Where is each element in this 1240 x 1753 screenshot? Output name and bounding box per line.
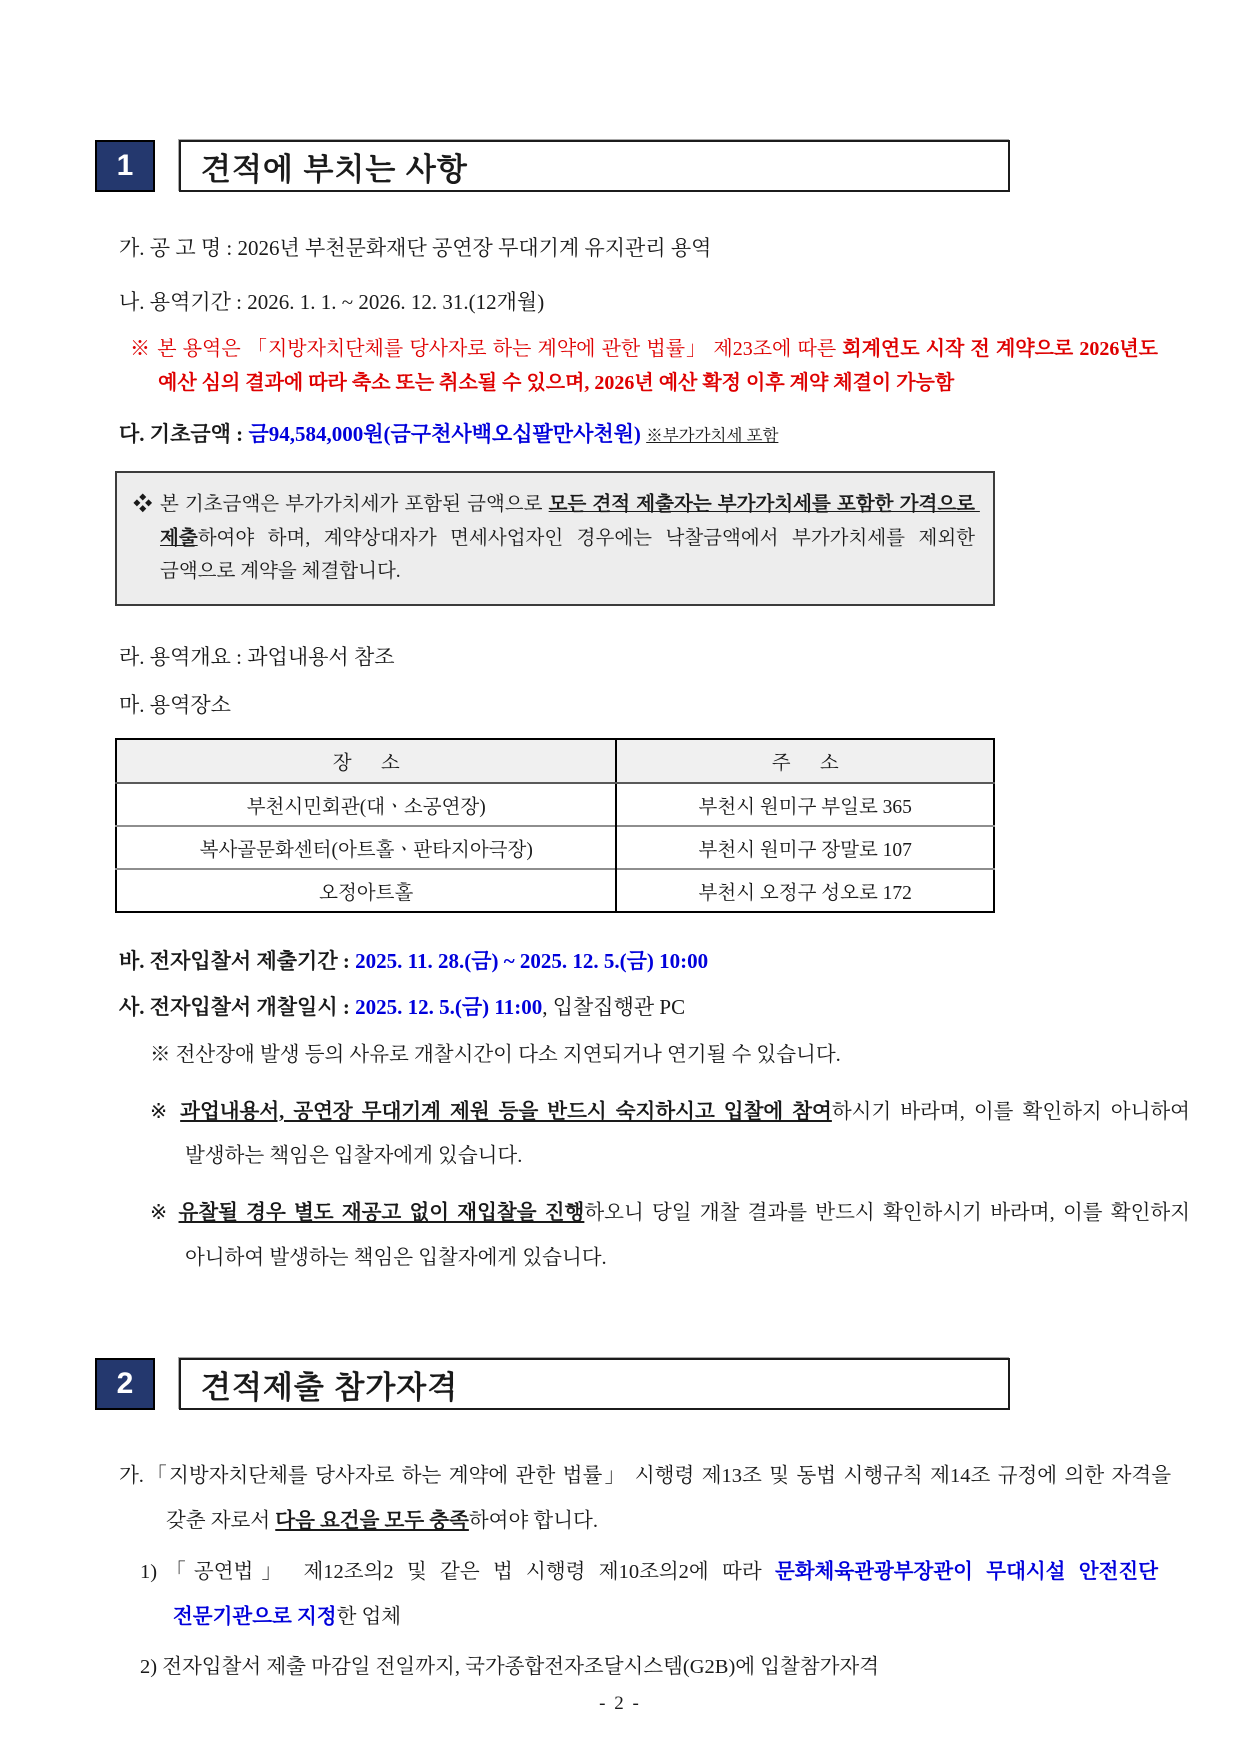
section-1-number-badge: 1: [95, 140, 155, 192]
qualification-item-1-normal: 1)「공연법」 제12조의2 및 같은 법 시행령 제10조의2에 따라: [140, 1560, 775, 1583]
base-amount-label: 다. 기초금액 :: [119, 421, 249, 446]
section-1-header: [95, 140, 1010, 192]
amount-note-emphasis: 모든 견적 제출자는 부가가치세를 포함한 가격으로 제출: [160, 494, 980, 549]
place-cell: 오정아트홀: [116, 869, 616, 912]
place-cell: 부천시민회관(대ㆍ소공연장): [246, 796, 486, 818]
place-cell: 복사골문화센터(아트홀ㆍ판타지아극장): [116, 826, 616, 869]
service-location-item: 마. 용역장소: [119, 692, 231, 717]
location-table: [115, 738, 995, 913]
rebid-note-rest: 하오니 당일 개찰 결과를 반드시 확인하시기 바라며, 이를 확인하지 아니하여 발생하는 책임은 입찰자에게 있습니다.: [185, 1202, 1196, 1269]
amount-note-normal-2: 하여야 하며, 계약상대자가 면세사업자인 경우에는 낙찰금액에서 부가가치세를 제외한 금액으로 계약을 체결합니다.: [160, 527, 980, 583]
bid-opening-suffix: , 입찰집행관 PC: [542, 994, 686, 1019]
table-row: [116, 869, 994, 912]
service-period-item: 나. 용역기간 : 2026. 1. 1. ~ 2026. 12. 31.(12개월): [119, 290, 545, 315]
vat-included-note: ※부가가치세 포함: [646, 425, 779, 445]
bid-submission-value: 2025. 11. 28.(금) ~ 2025. 12. 5.(금) 10:00: [355, 949, 709, 974]
base-amount-value: 금94,584,000원(금구천사백오십팔만사천원): [248, 421, 647, 446]
location-table-header-row: [116, 739, 994, 783]
page-number: - 2 -: [599, 1693, 641, 1714]
service-overview-item: 라. 용역개요 : 과업내용서 참조: [119, 644, 395, 669]
qualification-intro-normal: 가.「지방자치단체를 당사자로 하는 계약에 관한 법률」 시행령 제13조 및 동법 시행규칙 제14조 규정에 의한 자격을 갖춘 자로서: [119, 1465, 1177, 1533]
section-2-number-badge: 2: [95, 1358, 155, 1410]
task-sheet-note-rest: 하시기 바라며, 이를 확인하지 아니하여 발생하는 책임은 입찰자에게 있습니다.: [185, 1100, 1196, 1168]
task-sheet-note-emphasis: 과업내용서, 공연장 무대기계 제원 등을 반드시 숙지하시고 입찰에 참여: [180, 1100, 832, 1123]
budget-warning-note: [130, 332, 1163, 400]
rebid-note: [150, 1191, 1196, 1280]
address-cell: 부천시 원미구 장말로 107: [616, 826, 994, 869]
rebid-note-prefix: ※: [150, 1202, 179, 1225]
budget-warning-normal: ※ 본 용역은 「지방자치단체를 당사자로 하는 계약에 관한 법률」 제23조에 따른: [130, 337, 843, 360]
table-header-address: 주 소: [616, 739, 994, 783]
qualification-item-1: [140, 1550, 1164, 1639]
table-row: [116, 783, 994, 826]
task-sheet-note: [150, 1090, 1196, 1179]
table-header-place: 장 소: [116, 739, 616, 783]
qualification-intro: [119, 1454, 1177, 1543]
table-row: [116, 826, 994, 869]
address-cell: 부천시 원미구 부일로 365: [616, 783, 994, 826]
section-1-title: 견적에 부치는 사항: [179, 140, 1010, 192]
bid-submission-period-item: [119, 947, 1125, 975]
qualification-item-1-rest: 한 업체: [336, 1605, 402, 1628]
section-2-header: [95, 1358, 1010, 1410]
section-2-title: 견적제출 참가자격: [179, 1358, 1010, 1410]
bid-opening-label: 사. 전자입찰서 개찰일시 :: [119, 994, 356, 1019]
amount-note-normal-1: ❖ 본 기초금액은 부가가치세가 포함된 금액으로: [133, 494, 549, 516]
bid-submission-label: 바. 전자입찰서 제출기간 :: [119, 949, 356, 974]
qualification-item-2: 2) 전자입찰서 제출 마감일 전일까지, 국가종합전자조달시스템(G2B)에 입찰참가자격: [140, 1656, 880, 1679]
bid-opening-item: [119, 993, 1125, 1021]
system-error-note: ※ 전산장애 발생 등의 사유로 개찰시간이 다소 지연되거나 연기될 수 있습니다.: [150, 1044, 841, 1066]
bid-opening-value: 2025. 12. 5.(금) 11:00: [355, 994, 543, 1019]
address-cell: 부천시 오정구 성오로 172: [616, 869, 994, 912]
notice-name-item: 가. 공 고 명 : 2026년 부천문화재단 공연장 무대기계 유지관리 용역: [119, 236, 712, 260]
budget-warning-bold: 회계연도 시작 전 계약으로 2026년도 예산 심의 결과에 따라 축소 또는 취소될 수 있으며, 2026년 예산 확정 이후 계약 체결이 가능함: [158, 337, 1163, 394]
amount-note-text: [133, 488, 980, 589]
amount-note-box: [115, 471, 995, 606]
qualification-item-1-blue: 문화체육관광부장관이 무대시설 안전진단 전문기관으로 지정: [173, 1560, 1164, 1628]
qualification-intro-emphasis: 다음 요건을 모두 충족: [275, 1510, 469, 1533]
task-sheet-note-prefix: ※: [150, 1100, 181, 1123]
qualification-intro-rest: 하여야 합니다.: [468, 1510, 598, 1533]
base-amount-item: [119, 420, 1125, 448]
rebid-note-emphasis: 유찰될 경우 별도 재공고 없이 재입찰을 진행: [178, 1202, 585, 1225]
